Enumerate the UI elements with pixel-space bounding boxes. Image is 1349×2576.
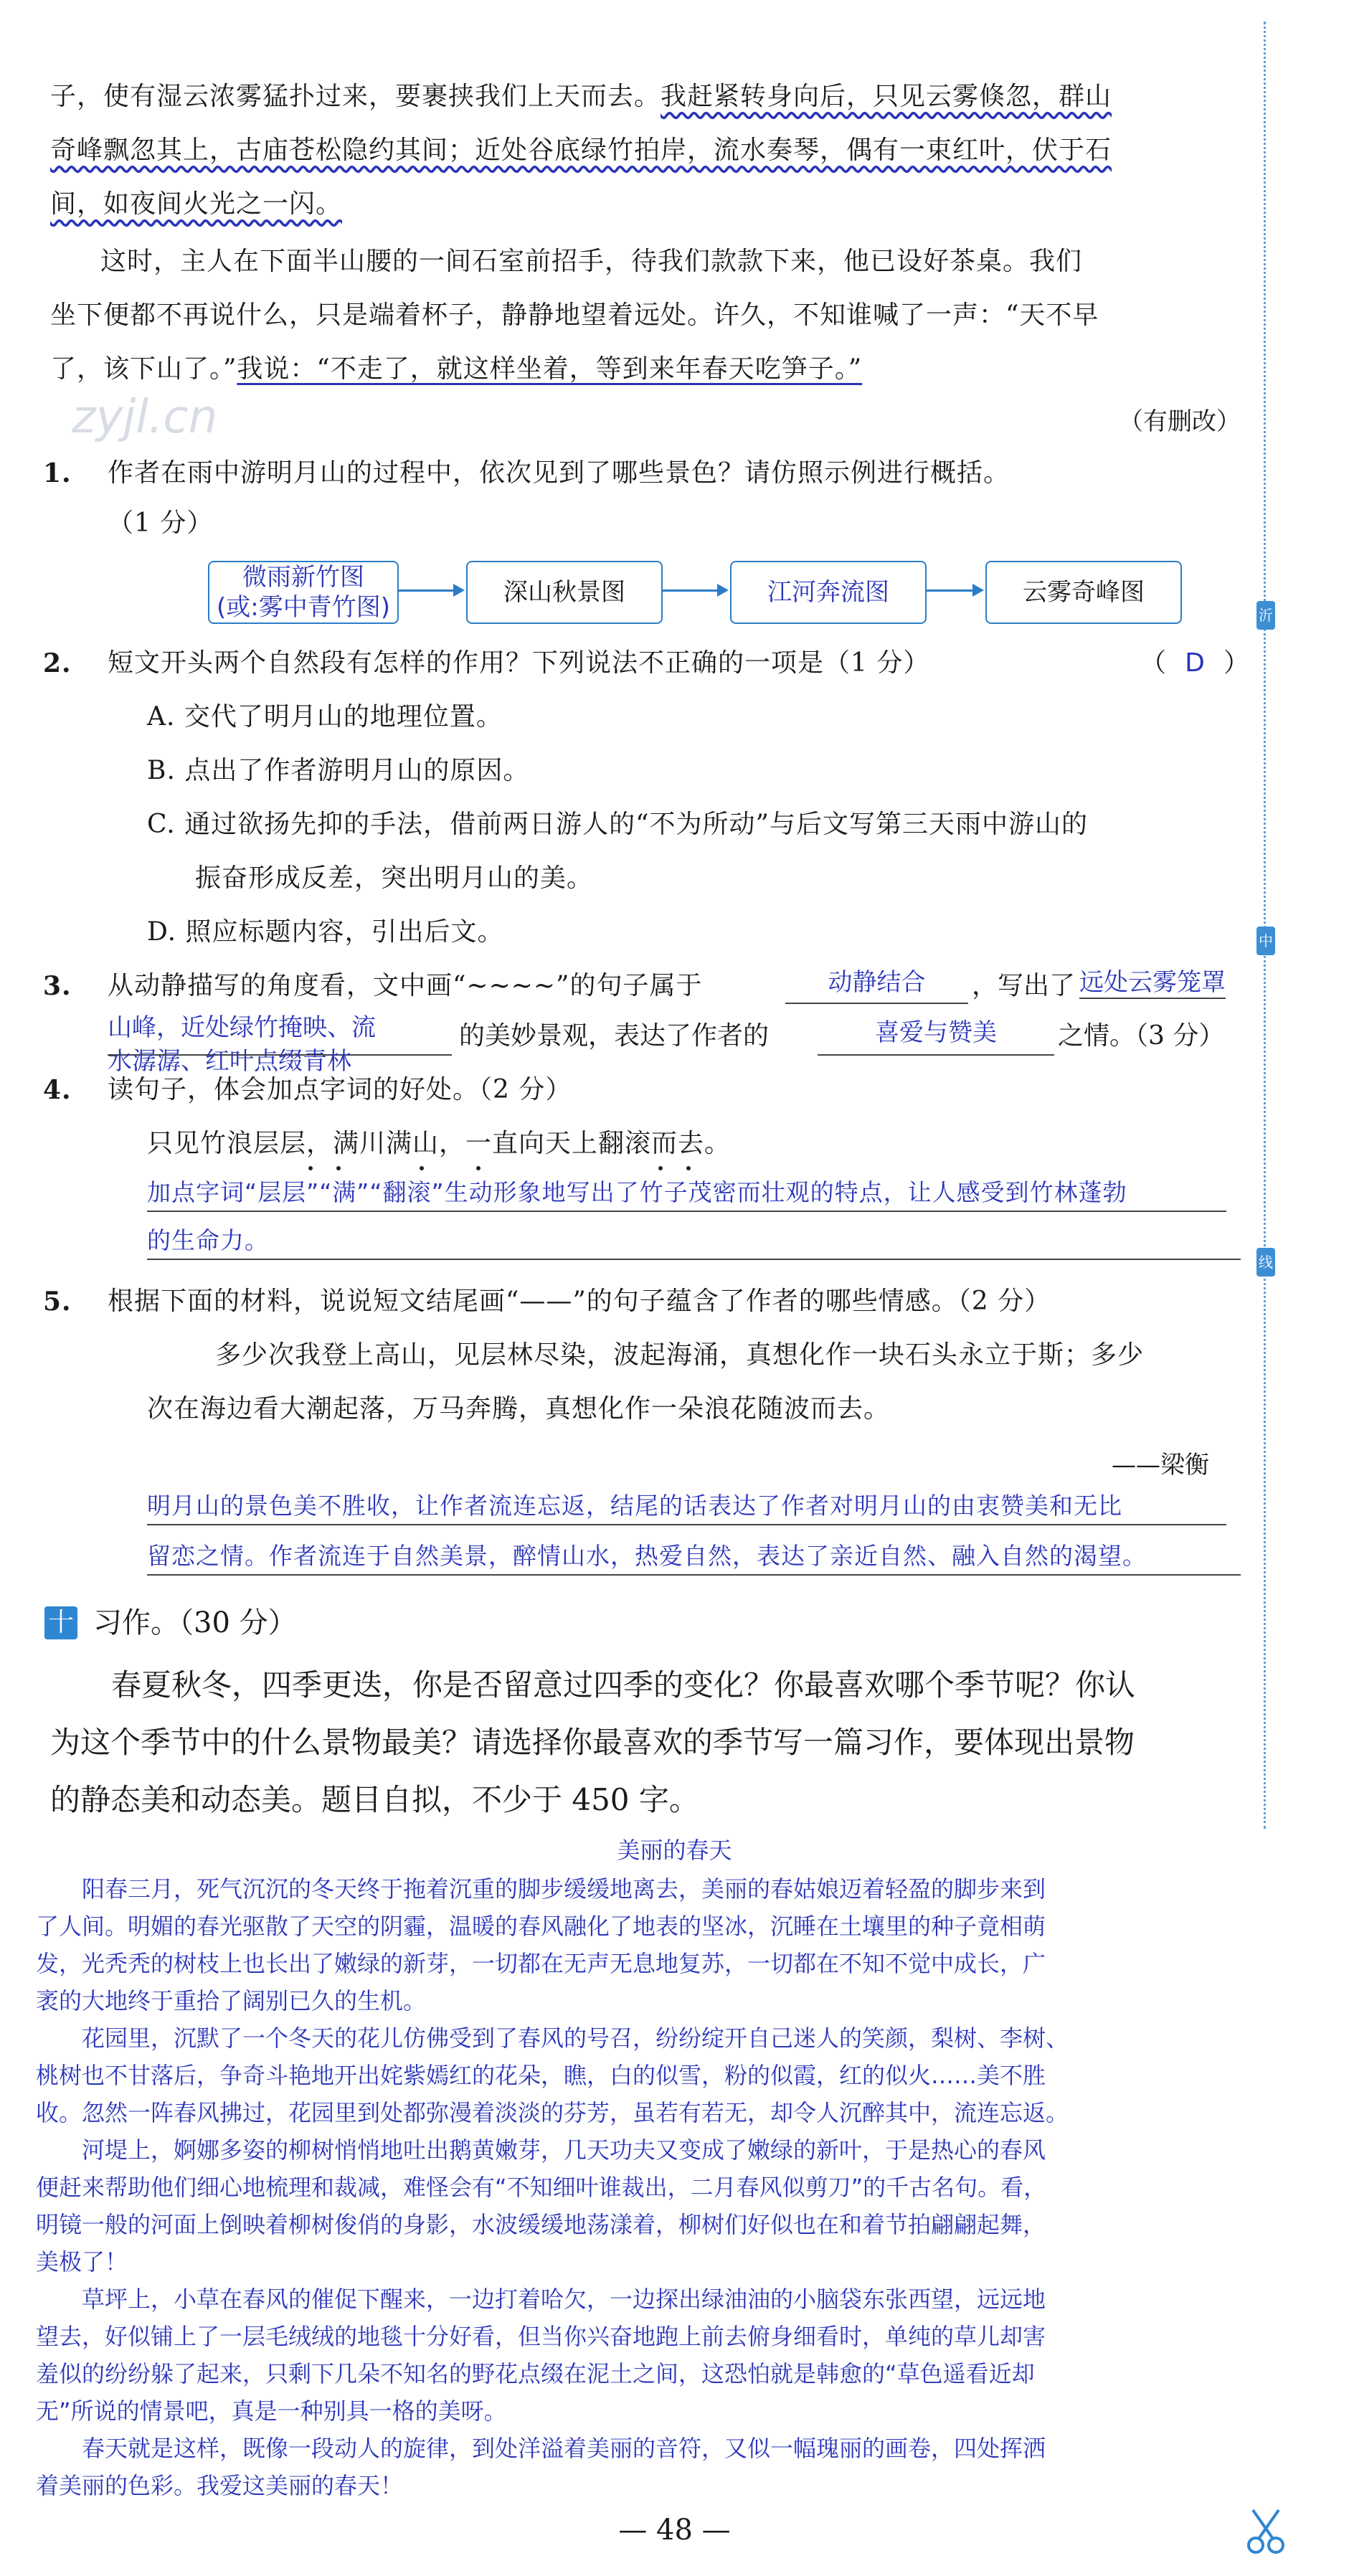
essay-line: 草坪上，小草在春风的催促下醒来，一边打着哈欠，一边探出绿油油的小脑袋东张西望，远远地 [36,2286,1046,2313]
underlined-text: 我说：“不走了，就这样坐着，等到来年春天吃笋子。” [237,354,863,384]
q3-blank-1 [785,1003,968,1004]
section-title: 习作。（30 分） [93,1606,297,1639]
q2-option-c-line2: 振奋形成反差，突出明月山的美。 [195,863,594,893]
source-note: （有删改） [1119,407,1241,436]
essay-line: 美极了！ [36,2248,128,2276]
scene-box-1-line2: (或:雾中青竹图) [217,593,390,622]
scene-box-4: 云雾奇峰图 [985,561,1182,624]
q5-prompt: 根据下面的材料，说说短文结尾画“——”的句子蕴含了作者的哪些情感。（2 分） [108,1287,1051,1316]
q5-material-line1: 多少次我登上高山，见层林尽染，波起海涌，真想化作一块石头永立于斯；多少 [215,1340,1145,1370]
essay-line: 桃树也不甘落后，争奇斗艳地开出姹紫嫣红的花朵，瞧，白的似雪，粉的似霞，红的似火……美不胜 [36,2062,1046,2089]
essay-title: 美丽的春天 [617,1837,732,1864]
scene-box-2: 深山秋景图 [466,561,663,624]
scissors-icon [1244,2506,1287,2557]
passage-text: 子，使有湿云浓雾猛扑过来，要裹挟我们上天而去。 [50,82,661,111]
prompt-line1: 春夏秋冬，四季更迭，你是否留意过四季的变化？你最喜欢哪个季节呢？你认 [111,1667,1136,1703]
passage-text: 了，该下山了。” [50,354,237,384]
paren-close: ） [1223,648,1250,678]
q2-number: 2. [43,648,72,678]
q4-text [43,1072,1298,1108]
prompt-line2: 为这个季节中的什么景物最美？请选择你最喜欢的季节写一篇习作，要体现出景物 [50,1725,1135,1760]
essay-line: 花园里，沉默了一个冬天的花儿仿佛受到了春风的号召，纷纷绽开自己迷人的笑颜，梨树、李树、 [36,2025,1069,2052]
essay-line: 羞似的纷纷躲了起来，只剩下几朵不知名的野花点缀在泥土之间，这恐怕就是韩愈的“草色遥看近却 [36,2360,1035,2387]
arrow-2 [661,589,726,592]
q4-answer-line1: 加点字词“层层”“满”“翻滚”生动形象地写出了竹子茂密而壮观的特点，让人感受到竹林蓬勃 [147,1175,1226,1212]
q4-sentence: 只见竹浪层层，满川满山，一直向天上翻滚而去。 [147,1129,732,1158]
scene-box-1 [208,561,399,624]
essay-line: 明镜一般的河面上倒映着柳树俊俏的身影，水波缓缓地荡漾着，柳树们好似也在和着节拍翩翩起舞， [36,2211,1046,2238]
q3-answer-1: 动静结合 [828,968,926,997]
q4-answer-line2: 的生命力。 [147,1223,1241,1260]
q2-option-d: D. 照应标题内容，引出后文。 [147,917,504,947]
q5-answer-line2: 留恋之情。作者流连于自然美景，醉情山水，热爱自然，表达了亲近自然、融入自然的渴望。 [147,1538,1241,1576]
side-tab-1: 沂 [1256,601,1275,630]
passage-line-5: 坐下便都不再说什么，只是端着杯子，静静地望着远处。许久，不知谁喊了一声：“天不早 [50,300,1099,330]
q3-blank-3 [818,1054,1054,1056]
essay-line: 发，光秃秃的树枝上也长出了嫩绿的新芽，一切都在无声无息地复苏，一切都在不知不觉中成长，广 [36,1950,1046,1977]
passage-line-6 [50,351,1241,387]
emphasis-dot [658,1166,663,1170]
passage-line-1 [50,79,1241,115]
q3-text-1: 从动静描写的角度看，文中画“~~~~”的句子属于 [108,971,703,1000]
passage-line-2: 奇峰飘忽其上，古庙苍松隐约其间；近处谷底绿竹拍岸，流水奏琴，偶有一束红叶，伏于石 [50,136,1112,165]
q3-answer-2a: 远处云雾笼罩 [1079,962,1226,999]
essay-line: 便赶来帮助他们细心地梳理和裁减，难怪会有“不知细叶谁裁出，二月春风似剪刀”的千古名句。看， [36,2174,1047,2201]
passage-line-4: 这时，主人在下面半山腰的一间石室前招手，待我们款款下来，他已设好茶桌。我们 [100,247,1083,276]
q3-answer-3: 喜爱与赞美 [875,1018,997,1047]
q2-answer-slot [1140,645,1249,681]
section-badge: 十 [44,1606,77,1639]
essay-line: 阳春三月，死气沉沉的冬天终于拖着沉重的脚步缓缓地离去，美丽的春姑娘迈着轻盈的脚步来到 [36,1875,1046,1903]
q3-answer-2c: 水潺潺、红叶点缀青林 [108,1047,351,1076]
emphasis-dot [308,1166,313,1170]
side-tab-2: 中 [1256,927,1275,955]
side-tab-3: 线 [1256,1248,1275,1277]
emphasis-dot [476,1166,481,1170]
q4-prompt: 读句子，体会加点字词的好处。（2 分） [108,1075,572,1104]
emphasis-dot [420,1166,424,1170]
scene-box-1-line1: 微雨新竹图 [242,563,364,592]
passage-line-3: 间，如夜间火光之一闪。 [50,189,343,219]
q2-answer: D [1185,648,1205,678]
essay-line: 袤的大地终于重拾了阔别已久的生机。 [36,1987,427,2014]
q2-option-c-line1: C. 通过欲扬先抑的手法，借前两日游人的“不为所动”与后文写第三天雨中游山的 [147,810,1088,839]
essay-line: 了人间。明媚的春光驱散了天空的阴霾，温暖的春风融化了地表的坚冰，沉睡在土壤里的种子竟相萌 [36,1913,1046,1940]
q5-answer-line1: 明月山的景色美不胜收，让作者流连忘返，结尾的话表达了作者对明月山的由衷赞美和无比 [147,1488,1226,1525]
essay-body [36,1870,1269,2504]
q2-text [43,645,1298,681]
q2-prompt: 短文开头两个自然段有怎样的作用？下列说法不正确的一项是（1 分） [108,648,930,678]
essay-line: 收。忽然一阵春风拂过，花园里到处都弥漫着淡淡的芬芳，虽若有若无，却令人沉醉其中，流连忘返。 [36,2099,1069,2126]
essay-line: 望去，好似铺上了一层毛绒绒的地毯十分好看，但当你兴奋地跑上前去俯身细看时，单纯的草儿却害 [36,2323,1046,2350]
arrow-3 [925,589,981,592]
scene-box-3: 江河奔流图 [730,561,927,624]
q1-prompt: 作者在雨中游明月山的过程中，依次见到了哪些景色？请仿照示例进行概括。 [108,458,1010,488]
q2-option-b: B. 点出了作者游明月山的原因。 [147,756,530,785]
watermark: zyjl.cn [72,391,218,444]
arrow-1 [397,589,462,592]
q3-text-2: ，写出了 [972,971,1076,1000]
q1-score: （1 分） [108,508,214,538]
emphasis-dot [336,1166,341,1170]
q3-text-3: 的美妙景观，表达了作者的 [459,1021,770,1051]
q3-answer-2b: 山峰，近处绿竹掩映、流 [108,1013,376,1042]
emphasis-dot [686,1166,691,1170]
q3-text-4: 之情。（3 分） [1058,1021,1225,1051]
q2-option-a: A. 交代了明月山的地理位置。 [147,702,503,731]
q3-number: 3. [43,971,72,1001]
wavy-underlined-text: 我赶紧转身向后，只见云雾倏忽，群山 [661,82,1112,111]
q5-author: ——梁衡 [1112,1451,1209,1479]
q1-number: 1. [43,458,72,488]
q5-text [43,1284,1298,1320]
essay-line: 着美丽的色彩。我爱这美丽的春天！ [36,2472,404,2499]
page-number: — 48 — [618,2514,731,2547]
essay-line: 春天就是这样，既像一段动人的旋律，到处洋溢着美丽的音符，又似一幅瑰丽的画卷，四处挥洒 [36,2435,1046,2462]
q1-text [43,455,1298,491]
q5-material-line2: 次在海边看大潮起落，万马奔腾，真想化作一朵浪花随波而去。 [147,1394,891,1424]
q4-number: 4. [43,1075,72,1105]
prompt-line3: 的静态美和动态美。题目自拟，不少于 450 字。 [50,1782,699,1817]
essay-line: 河堤上，婀娜多姿的柳树悄悄地吐出鹅黄嫩芽，几天功夫又变成了嫩绿的新叶，于是热心的春风 [36,2136,1046,2164]
q5-number: 5. [43,1287,72,1317]
essay-line: 无”所说的情景吧，真是一种别具一格的美呀。 [36,2397,507,2425]
paren-open: （ [1140,648,1167,678]
